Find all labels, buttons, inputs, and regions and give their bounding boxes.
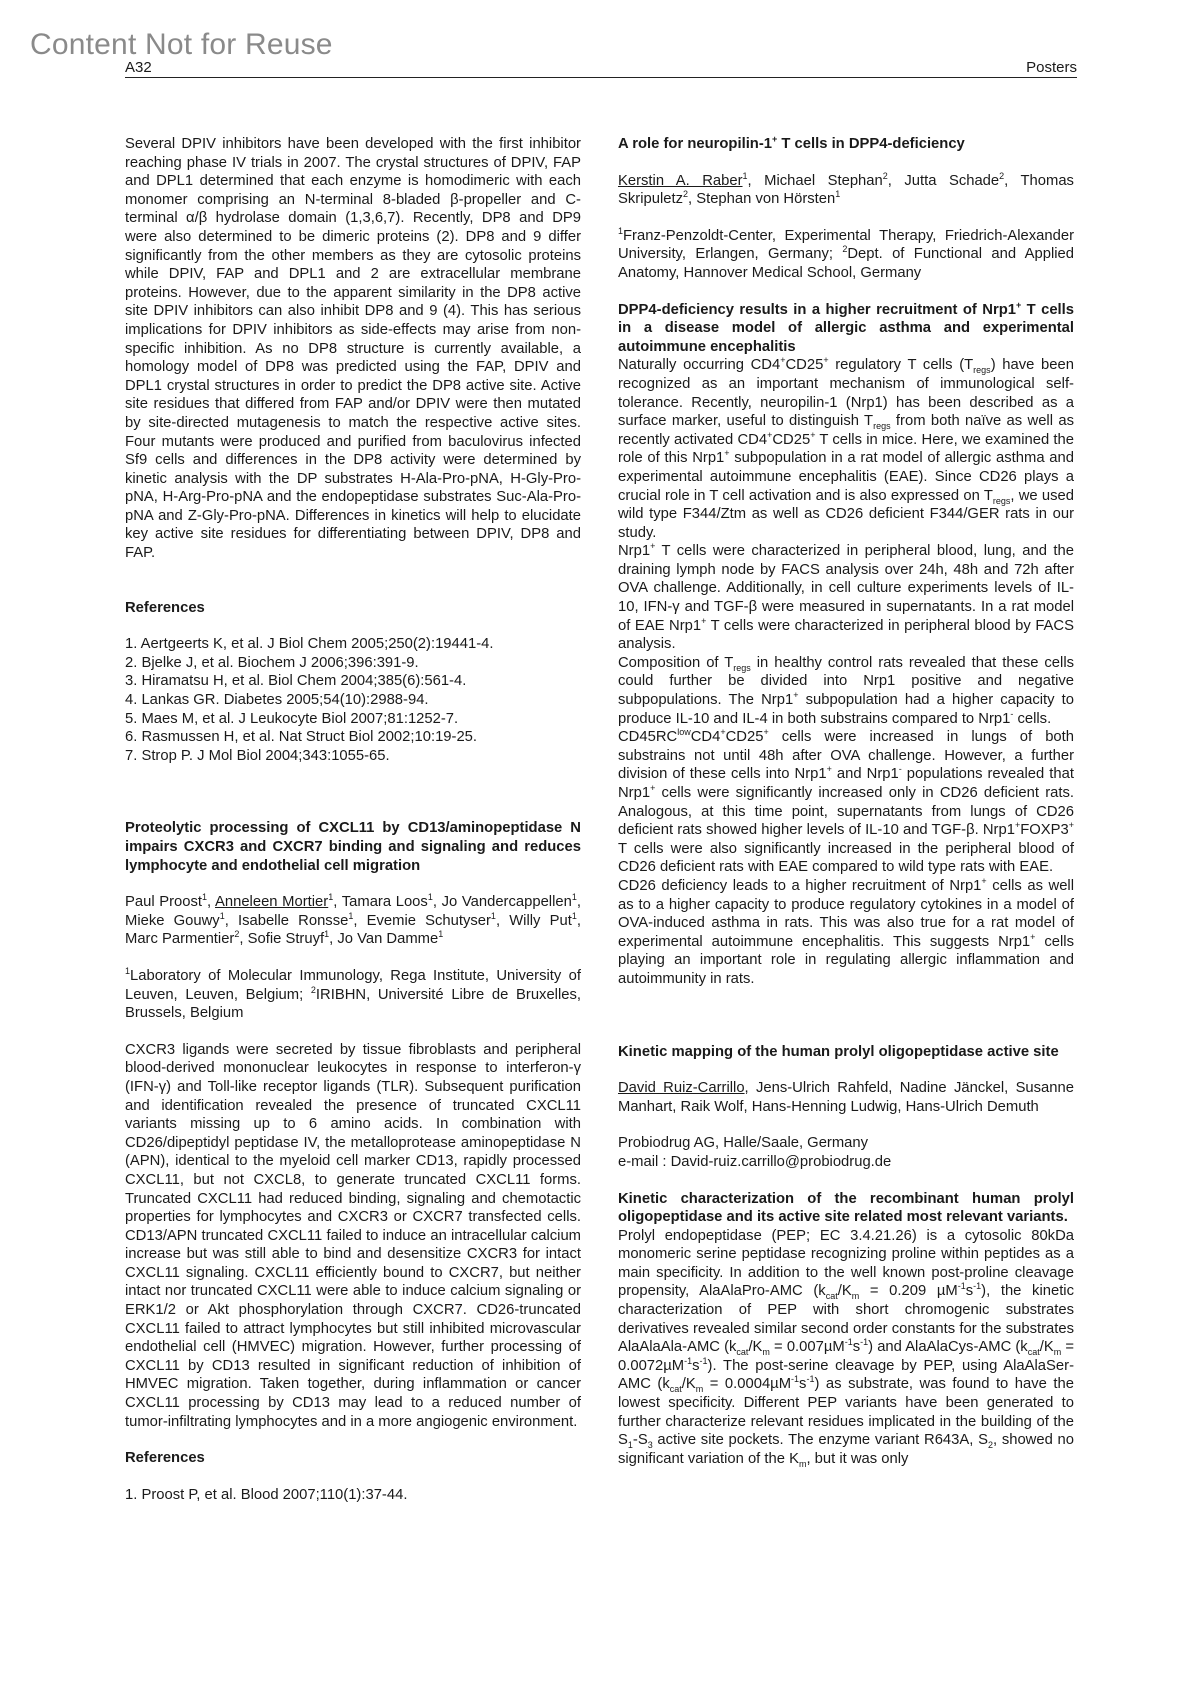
reference-item: 6. Rasmussen H, et al. Nat Struct Biol 2002;10:19-25.	[125, 729, 478, 746]
abstract3-paragraph-1: Naturally occurring CD4+CD25+ regulatory T cells $(T_{regs})$ have been recognized as an important mechanism of immunological self-tolerance. Recently, neuropilin-1 (Nrp1) has been described as a surface marker, useful to distinguish $T_{regs}$ from both naïve as well as recently activated CD4+CD25+ T cells in mice. Here, we examined the role of this Nrp1+ subpopulation in a rat model of allergic asthma and experimental autoimmune encephalitis (EAE). Since CD26 plays a crucial role in T cell activation and is also expressed on $T_{regs}$, we used wild type F344/Ztm as well as CD26 deficient F344/GER rats in our study.	[618, 355, 1074, 541]
reference-item: 4. Lankas GR. Diabetes 2005;54(10):2988-94.	[125, 692, 429, 709]
abstract3-paragraph-5: CD26 deficiency leads to a higher recruitment of Nrp1+ cells as well as to a higher capacity to produce regulatory cytokines in a model of OVA-induced asthma in rats. This was also true for a rat model of experimental autoimmune encephalitis. This suggests Nrp1+ cells playing an important role in regulating allergic inflammation and autoimmunity in rats.	[618, 876, 1074, 987]
presenting-author: David Ruiz-Carrillo	[618, 1080, 745, 1097]
reference-item: 7. Strop P. J Mol Biol 2004;343:1055-65.	[125, 747, 390, 764]
reference-item: 1. Aertgeerts K, et al. J Biol Chem 2005;250(2):19441-4.	[125, 636, 494, 653]
right-column	[618, 135, 1074, 1468]
abstract1-body: Several DPIV inhibitors have been developed with the first inhibitor reaching phase IV trials in 2007. The crystal structures of DPIV, FAP and DPL1 determined that each enzyme is homodimeric with each monomer comprising an N-terminal 8-bladed β-propeller and C-terminal α/β hydrolase domain (1,3,6,7). Recently, DP8 and DP9 were also determined to be dimeric proteins (2). DP8 and 9 differ significantly from the other members as they are cytosolic proteins while DPIV, FAP and DPL1 and 2 are extracellular membrane proteins. However, due to the apparent similarity in the DP8 active site DPIV inhibitors can also inhibit DP8 and 9 (4). This has serious implications for DPIV inhibitors as side-effects may arise from non-specific inhibition. As no DP8 structure is currently available, a homology model of DP8 was predicted using the FAP, DPIV and DPL1 crystal structures in order to predict the DP8 active site. Active site residues that differed from FAP and/or DPIV were then mutated by site-directed mutagenesis to match the respective active sites. Four mutants were produced and purified from baculovirus infected Sf9 cells and differences in the DP8 activity were determined by kinetic analysis with the DP substrates H-Ala-Pro-pNA, H-Gly-Pro-pNA, H-Arg-Pro-pNA and the endopeptidase substrates Suc-Ala-Pro-pNA and Z-Gly-Pro-pNA. Differences in kinetics will help to elucidate key active site residues for differentiating between DPIV, DP8 and FAP.	[125, 136, 581, 562]
abstract4-subtitle: Kinetic characterization of the recombinant human prolyl oligopeptidase and its active site related most relevant variants.	[618, 1190, 1074, 1226]
abstract3-authors: Kerstin A. Raber$^1$, Michael Stephan$^2$, Jutta Schade$^2$, Thomas Skripuletz$^2$, Stephan von Hörsten$^1$	[618, 170, 1074, 208]
abstract4-affiliation-block	[618, 1134, 1074, 1171]
section-name: Posters	[1026, 59, 1077, 76]
author-name: Paul Proost	[125, 894, 203, 911]
reference-item: 2. Bjelke J, et al. Biochem J 2006;396:391-9.	[125, 654, 419, 671]
abstract2-authors: Paul Proost$^1$, Anneleen Mortier$^1$, Tamara Loos$^1$, Jo Vandercappellen$^1$, Mieke Gouwy$^1$, Isabelle Ronsse$^1$, Evemie Schutyser$^1$, Willy Put$^1$, Marc Parmentier$^2$, Sofie Struyf$^1$, Jo Van Damme$^1$	[125, 892, 581, 948]
reference-list	[125, 635, 581, 765]
abstract4-email: e-mail : David-ruiz.carrillo@probiodrug.de	[618, 1153, 892, 1170]
references-heading: References	[125, 599, 205, 616]
page-number: A32	[125, 59, 152, 76]
reference-item: 1. Proost P, et al. Blood 2007;110(1):37-44.	[125, 1486, 408, 1503]
reference-item: 3. Hiramatsu H, et al. Biol Chem 2004;385(6):561-4.	[125, 673, 467, 690]
abstract4-affiliation: Probiodrug AG, Halle/Saale, Germany	[618, 1135, 869, 1152]
abstract2-title: Proteolytic processing of CXCL11 by CD13/aminopeptidase N impairs CXCR3 and CXCR7 binding and signaling and reduces lymphocyte and endothelial cell migration	[125, 820, 581, 874]
reference-list-2	[125, 1486, 581, 1505]
abstract4-authors: David Ruiz-Carrillo, Jens-Ulrich Rahfeld, Nadine Jänckel, Susanne Manhart, Raik Wolf, Hans-Henning Ludwig, Hans-Ulrich Demuth	[618, 1080, 1074, 1115]
abstract3-affiliation: $^1$Franz-Penzoldt-Center, Experimental Therapy, Friedrich-Alexander University, Erlangen, Germany; $^2$Dept. of Functional and Applied Anatomy, Hannover Medical School, Germany	[618, 225, 1074, 281]
abstract4-title: Kinetic mapping of the human prolyl oligopeptidase active site	[618, 1043, 1059, 1060]
abstract3-paragraph-4: $CD45RC^{low}CD4^+CD25^+$ cells were increased in lungs of both substrains not until 48h after OVA challenge. However, a further division of these cells into Nrp1+ and Nrp1- populations revealed that Nrp1+ cells were significantly increased only in CD26 deficient rats. Analogous, at this time point, supernatants from lungs of CD26 deficient rats showed higher levels of IL-10 and TGF-β. Nrp1+FOXP3+ T cells were also significantly increased in the peripheral blood of CD26 deficient rats with EAE compared to wild type rats with EAE.	[618, 727, 1074, 876]
abstract2-affiliation: $^1$Laboratory of Molecular Immunology, Rega Institute, University of Leuven, Leuven, Belgium; $^2$IRIBHN, Université Libre de Bruxelles, Brussels, Belgium	[125, 966, 581, 1022]
abstract3-title: A role for neuropilin-1+ T cells in DPP4-deficiency	[618, 134, 965, 152]
watermark: Content Not for Reuse	[30, 28, 333, 61]
presenting-author: Kerstin A. Raber	[618, 172, 743, 189]
references2-heading: References	[125, 1450, 205, 1467]
abstract4-body: Prolyl endopeptidase (PEP; EC 3.4.21.26) is a cytosolic 80kDa monomeric serine peptidase recognizing proline within peptides as a main specificity. In addition to the well known post-proline cleavage propensity, AlaAlaPro-AMC ($k_{cat}/K_m = 0.209$ $\mu M^{-1}s^{-1}$), the kinetic characterization of PEP with short chromogenic substrates derivatives revealed similar second order constants for the substrates AlaAlaAla-AMC $(k_{cat}/K_m = 0.007\mu M^{-1}s^{-1})$ and AlaAlaCys-AMC $(k_{cat}/K_m = 0.0072\mu M^{-1}s^{-1})$. The post-serine cleavage by PEP, using AlaAlaSer-AMC $(k_{cat}/K_m = 0.0004\mu M^{-1}s^{-1})$ as substrate, was found to have the lowest specificity. Different PEP variants have been generated to further characterize relevant residues implicated in the building of the $S_1-S_3$ active site pockets. The enzyme variant R643A, $S_2$, showed no significant variation of the $K_m$, but it was only	[618, 1227, 1075, 1469]
presenting-author: Anneleen Mortier	[215, 894, 329, 911]
abstract3-subtitle: DPP4-deficiency results in a higher recruitment of Nrp1+ T cells in a disease model of allergic asthma and experimental autoimmune encephalitis	[618, 299, 1075, 355]
left-column	[125, 135, 581, 1504]
reference-item: 5. Maes M, et al. J Leukocyte Biol 2007;81:1252-7.	[125, 710, 459, 727]
abstract3-paragraph-2: Nrp1+ T cells were characterized in peripheral blood, lung, and the draining lymph node by FACS analysis over 24h, 48h and 72h after OVA challenge. Additionally, in cell culture experiments levels of IL-10, IFN-γ and TGF-β were measured in supernatants. In a rat model of EAE Nrp1+ T cells were characterized in peripheral blood by FACS analysis.	[618, 541, 1074, 653]
page-header	[125, 58, 1077, 78]
abstract2-body: CXCR3 ligands were secreted by tissue fibroblasts and peripheral blood-derived mononuclear leukocytes in response to interferon-γ (IFN-γ) and Toll-like receptor ligands (TLR). Subsequent purification and identification revealed the presence of truncated CXCL11 variants missing up to 6 amino acids. In combination with CD26/dipeptidyl peptidase IV, the metalloprotease aminopeptidase N (APN), identical to the myeloid cell marker CD13, rapidly processed CXCL11, but not CXCL8, to generate truncated CXCL11 forms. Truncated CXCL11 had reduced binding, signaling and chemotactic properties for lymphocytes and CXCR3 or CXCR7 transfected cells. CD13/APN truncated CXCL11 failed to induce an intracellular calcium increase but was still able to bind and desensitize CXCR3 for intact CXCL11 signaling. CXCL11 efficiently bound to CXCR7, but neither intact nor truncated CXCL11 were able to induce calcium signaling or ERK1/2 or Akt phosphorylation through CXCR7. CD26-truncated CXCL11 failed to attract lymphocytes but still inhibited microvascular endothelial cell (HMVEC) migration. However, further processing of CXCL11 by CD13 resulted in significant reduction of inhibition of HMVEC migration. Taken together, during inflammation or cancer CXCL11 processing by CD13 may lead to a reduced number of tumor-infiltrating lymphocytes and in a more angiogenic environment.	[125, 1041, 581, 1430]
abstract3-paragraph-3: Composition of $T_{regs}$ in healthy control rats revealed that these cells could further be divided into Nrp1 positive and negative subpopulations. The Nrp1+ subpopulation had a higher capacity to produce IL-10 and IL-4 in both substrains compared to Nrp1- cells.	[618, 654, 1075, 727]
